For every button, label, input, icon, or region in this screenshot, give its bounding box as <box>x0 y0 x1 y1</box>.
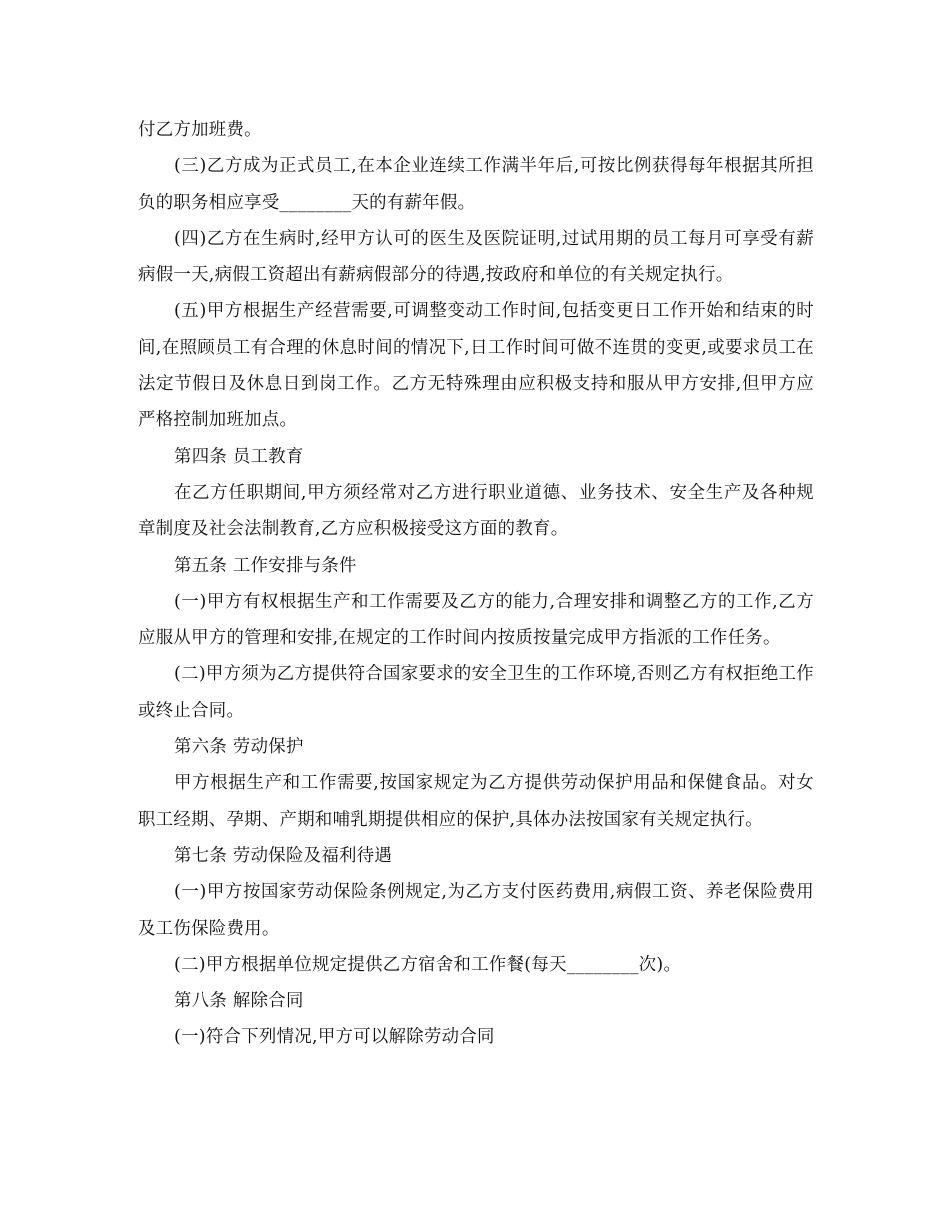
paragraph-continuation: 付乙方加班费。 <box>138 120 262 140</box>
article-6-heading: 第六条 劳动保护 <box>174 737 304 758</box>
article-8-heading: 第八条 解除合同 <box>174 991 304 1012</box>
paragraph-dormitory-meals: (二)甲方根据单位规定提供乙方宿舍和工作餐(每天________次)。 <box>174 954 682 975</box>
paragraph-insurance: (一)甲方按国家劳动保险条例规定,为乙方支付医药费用,病假工资、养老保险费用及工伤保险费用。 <box>138 882 814 939</box>
paragraph-annual-leave: (三)乙方成为正式员工,在本企业连续工作满半年后,可按比例获得每年根据其所担负的职务相应享受________天的有薪年假。 <box>138 156 814 213</box>
article-4-heading: 第四条 员工教育 <box>174 446 304 467</box>
article-7-heading: 第七条 劳动保险及福利待遇 <box>174 845 393 866</box>
article-5-heading: 第五条 工作安排与条件 <box>174 555 357 576</box>
paragraph-employee-education: 在乙方任职期间,甲方须经常对乙方进行职业道德、业务技术、安全生产及各种规章制度及社会法制教育,乙方应积极接受这方面的教育。 <box>138 482 814 540</box>
paragraph-work-environment: (二)甲方须为乙方提供符合国家要求的安全卫生的工作环境,否则乙方有权拒绝工作或终止合同。 <box>138 664 814 721</box>
paragraph-working-hours: (五)甲方根据生产经营需要,可调整变动工作时间,包括变更日工作开始和结束的时间,在照顾员工有合理的休息时间的情况下,日工作时间可做不连贯的变更,或要求员工在法定节假日及休息日到岗工作。乙方无特殊理由应积极支持和服从甲方安排,但甲方应严格控制加班加点。 <box>138 301 814 431</box>
paragraph-work-arrangement: (一)甲方有权根据生产和工作需要及乙方的能力,合理安排和调整乙方的工作,乙方应服从甲方的管理和安排,在规定的工作时间内按质按量完成甲方指派的工作任务。 <box>138 591 814 649</box>
document-body <box>138 112 814 1056</box>
paragraph-sick-leave: (四)乙方在生病时,经甲方认可的医生及医院证明,过试用期的员工每月可享受有薪病假一天,病假工资超出有薪病假部分的待遇,按政府和单位的有关规定执行。 <box>138 228 814 286</box>
paragraph-labor-protection: 甲方根据生产和工作需要,按国家规定为乙方提供劳动保护用品和保健食品。对女职工经期、孕期、产期和哺乳期提供相应的保护,具体办法按国家有关规定执行。 <box>138 773 814 830</box>
paragraph-termination-conditions: (一)符合下列情况,甲方可以解除劳动合同 <box>174 1027 495 1048</box>
